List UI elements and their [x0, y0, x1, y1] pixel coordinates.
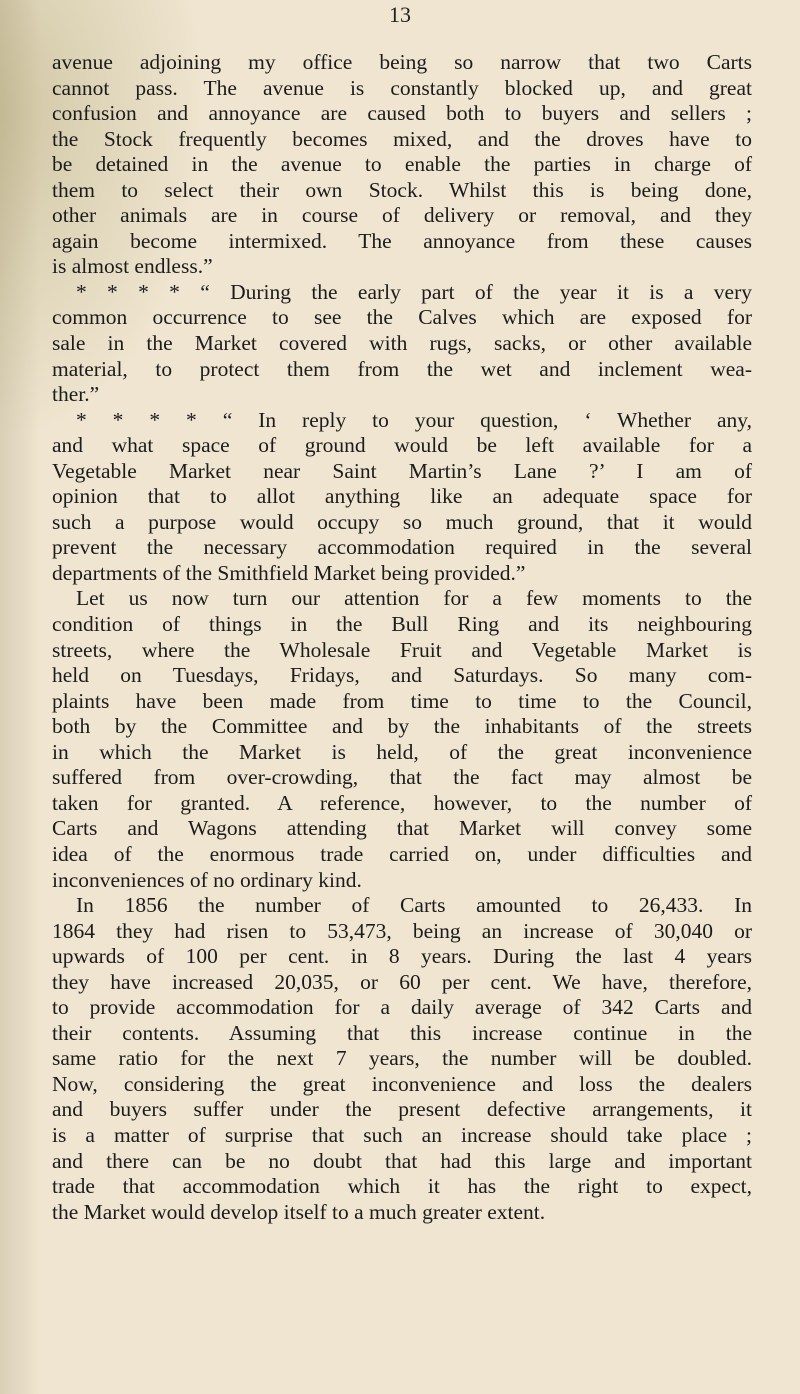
text-line: the Market would develop itself to a much greater extent. — [52, 1199, 546, 1224]
text-line: them to select their own Stock. Whilst this is being done, — [52, 177, 752, 202]
text-line: streets, where the Wholesale Fruit and Vegetable Market is — [52, 637, 752, 662]
text-line: idea of the enormous trade carried on, under difficulties and — [52, 841, 752, 866]
text-line: sale in the Market covered with rugs, sacks, or other available — [52, 331, 752, 356]
text-line: avenue adjoining my office being so narrow that two Carts — [52, 50, 752, 74]
text-line: material, to protect them from the wet and inclement wea- — [52, 356, 752, 381]
text-line: and there can be no doubt that had this large and important — [52, 1148, 752, 1173]
text-line: * * * * “ In reply to your question, ‘ Whether any, — [76, 407, 752, 432]
text-line: taken for granted. A reference, however, to the number of — [52, 790, 752, 815]
text-line: held on Tuesdays, Fridays, and Saturdays. So many com- — [52, 663, 752, 688]
text-line: cannot pass. The avenue is constantly blocked up, and great — [52, 75, 752, 100]
text-line: be detained in the avenue to enable the parties in charge of — [52, 152, 752, 177]
text-line: 1864 they had risen to 53,473, being an increase of 30,040 or — [52, 918, 752, 943]
page-number: 13 — [389, 2, 411, 27]
text-line: In 1856 the number of Carts amounted to 26,433. In — [76, 893, 752, 918]
text-line: confusion and annoyance are caused both to buyers and sellers ; — [52, 101, 752, 126]
text-line: in which the Market is held, of the great inconvenience — [52, 739, 752, 764]
text-line: ther.” — [52, 382, 100, 407]
text-line: is a matter of surprise that such an increase should take place ; — [52, 1122, 752, 1147]
text-line: other animals are in course of delivery or removal, and they — [52, 203, 752, 228]
text-line: Carts and Wagons attending that Market will convey some — [52, 816, 752, 841]
text-line: common occurrence to see the Calves which are exposed for — [52, 305, 752, 330]
text-line: Now, considering the great inconvenience and loss the dealers — [52, 1071, 752, 1096]
text-line: * * * * “ During the early part of the year it is a very — [76, 279, 752, 304]
text-line: Vegetable Market near Saint Martin’s Lane ?’ I am of — [52, 458, 752, 483]
text-line: same ratio for the next 7 years, the number will be doubled. — [52, 1046, 752, 1071]
text-line: to provide accommodation for a daily average of 342 Carts and — [52, 995, 752, 1020]
text-line: such a purpose would occupy so much ground, that it would — [52, 509, 752, 534]
text-line: they have increased 20,035, or 60 per cent. We have, therefore, — [52, 969, 752, 994]
text-line: is almost endless.” — [52, 254, 213, 279]
text-line: prevent the necessary accommodation required in the several — [52, 535, 752, 560]
text-line: plaints have been made from time to time to the Council, — [52, 688, 752, 713]
text-line: and what space of ground would be left available for a — [52, 433, 752, 458]
text-line: their contents. Assuming that this increase continue in the — [52, 1020, 752, 1045]
text-line: inconveniences of no ordinary kind. — [52, 867, 362, 892]
text-line: and buyers suffer under the present defective arrangements, it — [52, 1097, 752, 1122]
text-line: both by the Committee and by the inhabitants of the streets — [52, 714, 752, 739]
text-line: opinion that to allot anything like an adequate space for — [52, 484, 752, 509]
text-line: upwards of 100 per cent. in 8 years. During the last 4 years — [52, 944, 752, 969]
text-line: Let us now turn our attention for a few moments to the — [76, 586, 752, 611]
text-line: condition of things in the Bull Ring and its neighbouring — [52, 612, 752, 637]
body-text — [52, 50, 752, 1225]
text-line: again become intermixed. The annoyance from these causes — [52, 228, 752, 253]
text-line: departments of the Smithfield Market being provided.” — [52, 560, 526, 585]
text-line: the Stock frequently becomes mixed, and the droves have to — [52, 126, 752, 151]
text-line: suffered from over-crowding, that the fact may almost be — [52, 765, 752, 790]
text-line: trade that accommodation which it has the right to expect, — [52, 1174, 752, 1199]
